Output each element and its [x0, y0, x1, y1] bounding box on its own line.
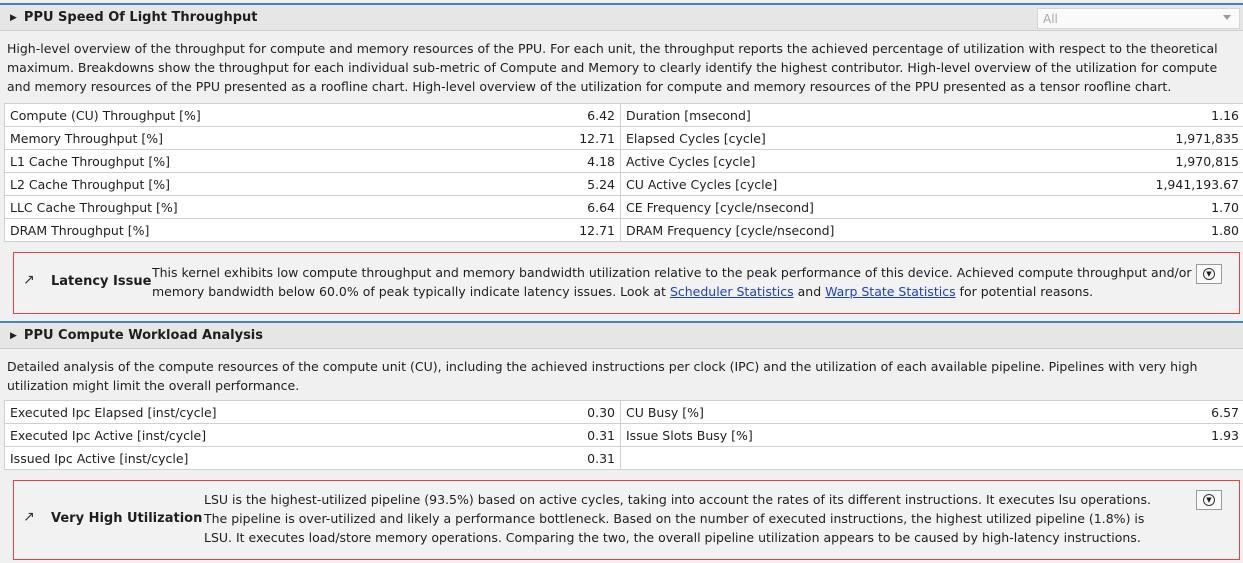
metric-label: CU Busy [%] [626, 404, 704, 420]
metric-label: DRAM Frequency [cycle/nsecond] [626, 222, 835, 238]
dropdown-value: All [1043, 11, 1058, 26]
rule-body: This kernel exhibits low compute throughput and memory bandwidth utilization relative to the peak performance of this device. Achieved compute throughput and/or memory bandwidth below 60.0% of peak typically indicate latency issues. Look at Scheduler Statistics and Warp State Statistics for potential reasons. [152, 265, 1192, 299]
metric-label: Elapsed Cycles [cycle] [626, 130, 766, 146]
metric-left [5, 150, 621, 173]
metric-left [5, 173, 621, 196]
chevron-down-icon [1223, 15, 1231, 20]
metric-value: 1,970,815 [1175, 153, 1239, 169]
metric-value: 1.16 [1211, 107, 1239, 123]
metric-value: 0.31 [587, 450, 615, 466]
metric-value: 0.30 [587, 404, 615, 420]
chevron-down-icon: ▼ [1203, 494, 1215, 506]
metric-right [621, 104, 1243, 127]
metric-label: Executed Ipc Active [inst/cycle] [10, 427, 207, 443]
table-row [5, 196, 1243, 219]
expand-rule-button[interactable] [1196, 490, 1222, 510]
metric-right [621, 173, 1243, 196]
table-row [5, 424, 1243, 447]
table-row [5, 104, 1243, 127]
metric-label: Compute (CU) Throughput [%] [10, 107, 201, 123]
metric-left [5, 219, 621, 242]
table-row [5, 219, 1243, 242]
metric-value: 1.93 [1211, 427, 1239, 443]
metric-value: 1.70 [1211, 199, 1239, 215]
metric-value: 0.31 [587, 427, 615, 443]
metric-label: Issued Ipc Active [inst/cycle] [10, 450, 189, 466]
metric-value: 1.80 [1211, 222, 1239, 238]
section-title: PPU Speed Of Light Throughput [23, 10, 258, 25]
warp-state-statistics-link[interactable]: Warp State Statistics [825, 284, 956, 299]
cwa-metrics-table [4, 400, 1243, 470]
metric-right [621, 424, 1243, 447]
latency-issue-rule [13, 252, 1240, 314]
metric-label: L1 Cache Throughput [%] [10, 153, 170, 169]
cwa-section-header[interactable] [0, 321, 1243, 349]
metric-label: LLC Cache Throughput [%] [10, 199, 178, 215]
metric-label: Issue Slots Busy [%] [626, 427, 753, 443]
very-high-utilization-rule [13, 480, 1240, 560]
metric-right [621, 127, 1243, 150]
metric-label: Memory Throughput [%] [10, 130, 164, 146]
metric-right [621, 401, 1243, 424]
rule-title: Very High Utilization [51, 511, 203, 526]
metric-label: Active Cycles [cycle] [626, 153, 756, 169]
section-title: PPU Compute Workload Analysis [23, 328, 263, 343]
metric-left [5, 104, 621, 127]
table-row [5, 447, 1243, 470]
metric-right [621, 196, 1243, 219]
metric-value: 6.42 [587, 107, 615, 123]
metric-value: 1,971,835 [1175, 130, 1239, 146]
metric-value: 12.71 [579, 130, 615, 146]
rule-title: Latency Issue [51, 274, 152, 289]
table-row [5, 173, 1243, 196]
trend-up-icon: ↗ [23, 509, 35, 525]
scheduler-statistics-link[interactable]: Scheduler Statistics [669, 284, 794, 299]
sol-metrics-table [4, 103, 1243, 242]
sol-section-header[interactable] [0, 3, 1243, 31]
rule-body: LSU is the highest-utilized pipeline (93.5%) based on active cycles, taking into account the rates of its different instructions. It executes lsu operations. The pipeline is over-utilized and likely a performance bottleneck. Based on the number of executed instructions, the highest utilized pipeline (1.8%) is LSU. It executes load/store memory operations. Comparing the two, the overall pipeline utilization appears to be caused by high-latency instructions. [204, 492, 1151, 545]
metric-right [621, 447, 1243, 470]
table-row [5, 150, 1243, 173]
metric-label: L2 Cache Throughput [%] [10, 176, 170, 192]
chevron-down-icon: ▼ [1203, 268, 1215, 280]
metric-value: 12.71 [579, 222, 615, 238]
metric-label: Duration [msecond] [626, 107, 751, 123]
metric-label: CE Frequency [cycle/nsecond] [626, 199, 814, 215]
expand-rule-button[interactable] [1196, 264, 1222, 284]
metric-value: 6.64 [587, 199, 615, 215]
metric-left [5, 401, 621, 424]
metric-left [5, 447, 621, 470]
collapse-triangle-icon[interactable]: ▶ [10, 330, 17, 341]
section-description: High-level overview of the throughput for compute and memory resources of the PPU. For each unit, the throughput reports the achieved percentage of utilization with respect to the theoretical maximum. Breakdowns show the throughput for each individual sub-metric of Compute and Memory to clearly identify the highest contributor. High-level overview of the utilization for compute and memory resources of the PPU presented as a roofline chart. High-level overview of the utilization for compute and memory resources of the PPU presented as a tensor roofline chart. [7, 41, 1218, 94]
metric-value: 5.24 [587, 176, 615, 192]
trend-up-icon: ↗ [23, 272, 35, 288]
metric-value: 4.18 [587, 153, 615, 169]
metric-value: 1,941,193.67 [1155, 176, 1239, 192]
metric-label: DRAM Throughput [%] [10, 222, 150, 238]
section-filter-dropdown[interactable] [1037, 8, 1240, 29]
table-row [5, 401, 1243, 424]
metric-value: 6.57 [1211, 404, 1239, 420]
metric-right [621, 150, 1243, 173]
table-row [5, 127, 1243, 150]
metric-label: CU Active Cycles [cycle] [626, 176, 778, 192]
section-description: Detailed analysis of the compute resources of the compute unit (CU), including the achieved instructions per clock (IPC) and the utilization of each available pipeline. Pipelines with very high utilization might limit the overall performance. [7, 359, 1198, 393]
metric-left [5, 424, 621, 447]
metric-label: Executed Ipc Elapsed [inst/cycle] [10, 404, 217, 420]
metric-left [5, 127, 621, 150]
metric-right [621, 219, 1243, 242]
collapse-triangle-icon[interactable]: ▶ [10, 12, 17, 23]
metric-left [5, 196, 621, 219]
